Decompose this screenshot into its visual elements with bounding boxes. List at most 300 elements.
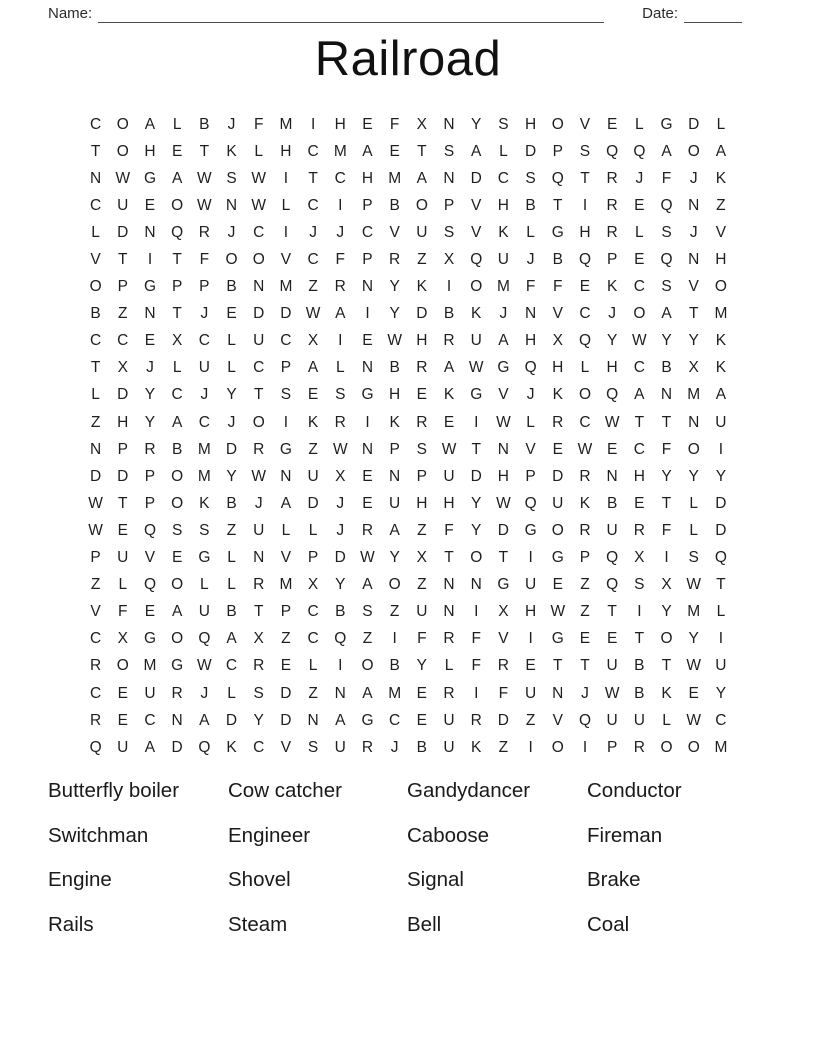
- grid-cell: T: [471, 440, 481, 458]
- grid-cell: U: [253, 521, 265, 539]
- grid-cell: U: [715, 413, 727, 431]
- grid-cell: C: [198, 332, 210, 350]
- grid-cell: Y: [389, 549, 400, 567]
- grid-cell: R: [253, 657, 265, 675]
- grid-cell: I: [392, 630, 397, 648]
- grid-cell: M: [714, 738, 728, 756]
- grid-cell: E: [688, 684, 699, 702]
- grid-cell: P: [307, 549, 319, 567]
- grid-cell: X: [634, 549, 645, 567]
- grid-cell: N: [552, 684, 564, 702]
- grid-cell: X: [335, 467, 346, 485]
- grid-cell: E: [389, 142, 400, 160]
- grid-cell: O: [660, 738, 673, 756]
- grid-cell: T: [661, 494, 672, 512]
- grid-cell: H: [117, 413, 129, 431]
- grid-cell: C: [633, 359, 645, 377]
- grid-cell: U: [552, 494, 564, 512]
- grid-cell: N: [144, 223, 156, 241]
- grid-cell: X: [307, 332, 319, 350]
- grid-cell: X: [117, 359, 128, 377]
- grid-cell: I: [664, 549, 669, 567]
- word-list-item: Conductor: [587, 779, 682, 802]
- grid-cell: M: [496, 278, 510, 296]
- grid-cell: Q: [171, 223, 184, 241]
- grid-cell: O: [551, 521, 564, 539]
- grid-cell: O: [116, 142, 129, 160]
- grid-cell: I: [582, 196, 588, 214]
- grid-cell: E: [362, 494, 373, 512]
- grid-cell: U: [443, 711, 455, 729]
- grid-cell: O: [470, 278, 483, 296]
- grid-cell: O: [116, 115, 129, 133]
- grid-cell: I: [718, 630, 724, 648]
- grid-cell: O: [225, 251, 238, 269]
- grid-cell: Z: [90, 576, 101, 594]
- grid-cell: E: [362, 467, 373, 485]
- grid-cell: P: [362, 251, 373, 269]
- grid-cell: I: [718, 440, 724, 458]
- grid-cell: Q: [578, 711, 591, 729]
- grid-cell: W: [251, 196, 267, 214]
- grid-cell: E: [552, 440, 563, 458]
- grid-cell: G: [198, 549, 211, 567]
- grid-cell: D: [688, 115, 700, 133]
- grid-cell: Z: [308, 684, 318, 702]
- grid-cell: Y: [471, 494, 482, 512]
- grid-cell: O: [388, 576, 401, 594]
- grid-cell: U: [606, 521, 618, 539]
- grid-cell: D: [117, 223, 129, 241]
- grid-cell: T: [118, 494, 128, 512]
- grid-cell: T: [607, 603, 617, 621]
- grid-cell: E: [606, 440, 618, 458]
- grid-cell: I: [582, 738, 588, 756]
- grid-cell: D: [552, 467, 564, 485]
- grid-cell: Y: [144, 413, 156, 431]
- page-title: Railroad: [314, 32, 502, 86]
- grid-cell: N: [443, 115, 455, 133]
- grid-cell: J: [200, 684, 209, 702]
- grid-cell: H: [280, 142, 292, 160]
- grid-cell: A: [280, 494, 292, 512]
- grid-cell: K: [661, 684, 672, 702]
- grid-cell: T: [716, 576, 726, 594]
- grid-cell: R: [89, 711, 102, 729]
- grid-cell: T: [118, 251, 128, 269]
- grid-cell: J: [581, 684, 589, 702]
- grid-cell: G: [551, 223, 564, 241]
- word-list-item: Rails: [48, 913, 94, 937]
- word-list-item: Bell: [407, 913, 442, 937]
- grid-cell: D: [89, 467, 102, 485]
- grid-cell: W: [496, 494, 511, 512]
- grid-cell: R: [144, 440, 156, 458]
- grid-cell: D: [334, 549, 346, 567]
- grid-cell: L: [444, 657, 454, 675]
- grid-cell: T: [253, 603, 264, 621]
- grid-cell: Q: [578, 332, 591, 350]
- grid-cell: A: [362, 142, 373, 160]
- grid-cell: F: [471, 630, 481, 648]
- grid-cell: K: [715, 359, 727, 377]
- grid-cell: C: [389, 711, 401, 729]
- grid-cell: R: [470, 711, 482, 729]
- grid-cell: B: [389, 196, 400, 214]
- grid-cell: L: [635, 115, 644, 133]
- grid-cell: E: [171, 142, 183, 160]
- grid-cell: L: [499, 142, 508, 160]
- word-list-item: Butterfly boiler: [48, 779, 180, 802]
- grid-cell: O: [171, 494, 184, 512]
- grid-cell: W: [197, 196, 212, 214]
- grid-cell: U: [307, 467, 319, 485]
- grid-cell: Z: [580, 576, 590, 594]
- grid-cell: B: [389, 657, 400, 675]
- grid-cell: T: [661, 657, 672, 675]
- grid-cell: L: [227, 684, 236, 702]
- grid-cell: E: [171, 549, 183, 567]
- grid-cell: N: [660, 386, 673, 404]
- grid-cell: U: [416, 603, 428, 621]
- grid-cell: G: [279, 440, 292, 458]
- grid-cell: I: [637, 603, 642, 621]
- grid-cell: S: [307, 738, 319, 756]
- grid-cell: B: [416, 738, 428, 756]
- word-list-item: Signal: [407, 868, 464, 892]
- grid-cell: H: [552, 359, 564, 377]
- grid-cell: C: [280, 332, 292, 350]
- grid-cell: S: [661, 223, 672, 241]
- grid-cell: R: [633, 521, 645, 539]
- word-list-item: Cow catcher: [228, 779, 342, 802]
- grid-cell: Y: [688, 630, 699, 648]
- grid-cell: T: [553, 657, 563, 675]
- grid-cell: Y: [389, 305, 400, 323]
- grid-cell: R: [89, 657, 102, 675]
- grid-cell: Z: [498, 738, 509, 756]
- grid-cell: I: [338, 657, 343, 675]
- grid-cell: L: [662, 711, 671, 729]
- grid-cell: V: [471, 223, 482, 241]
- grid-cell: W: [197, 657, 212, 675]
- grid-cell: U: [443, 738, 455, 756]
- grid-cell: L: [308, 657, 318, 675]
- grid-cell: L: [172, 115, 182, 133]
- grid-cell: W: [496, 413, 511, 431]
- grid-cell: Z: [281, 630, 291, 648]
- grid-cell: H: [144, 142, 156, 160]
- grid-cell: K: [471, 738, 482, 756]
- grid-cell: L: [281, 196, 291, 214]
- grid-cell: S: [688, 549, 699, 567]
- grid-cell: Q: [578, 251, 591, 269]
- grid-cell: R: [443, 332, 455, 350]
- grid-cell: E: [362, 332, 373, 350]
- grid-cell: W: [88, 494, 103, 512]
- grid-cell: J: [200, 386, 209, 404]
- grid-cell: R: [361, 521, 374, 539]
- grid-cell: Q: [606, 142, 619, 160]
- grid-cell: G: [361, 386, 374, 404]
- grid-cell: R: [416, 413, 428, 431]
- grid-cell: C: [144, 711, 156, 729]
- grid-cell: Y: [688, 332, 699, 350]
- grid-cell: E: [362, 115, 373, 133]
- grid-cell: A: [362, 684, 373, 702]
- grid-cell: L: [91, 386, 100, 404]
- grid-cell: U: [524, 576, 537, 594]
- grid-cell: R: [198, 223, 210, 241]
- grid-cell: A: [144, 738, 156, 756]
- grid-cell: I: [474, 684, 479, 702]
- grid-cell: M: [197, 467, 211, 485]
- grid-cell: G: [143, 630, 156, 648]
- grid-cell: S: [498, 115, 509, 133]
- grid-cell: Q: [714, 549, 727, 567]
- grid-cell: E: [416, 684, 428, 702]
- grid-cell: W: [604, 684, 620, 702]
- grid-cell: K: [307, 413, 319, 431]
- grid-cell: H: [334, 115, 346, 133]
- grid-cell: J: [227, 413, 236, 431]
- grid-cell: H: [524, 115, 537, 133]
- grid-cell: Q: [143, 576, 156, 594]
- grid-cell: U: [497, 251, 509, 269]
- grid-cell: D: [470, 169, 482, 187]
- grid-cell: L: [716, 115, 726, 133]
- grid-cell: W: [360, 549, 375, 567]
- grid-cell: K: [389, 413, 400, 431]
- grid-cell: A: [634, 386, 645, 404]
- grid-cell: K: [498, 223, 509, 241]
- grid-cell: B: [443, 305, 455, 323]
- grid-cell: B: [389, 359, 400, 377]
- grid-cell: V: [579, 115, 591, 133]
- grid-cell: I: [283, 169, 289, 187]
- grid-cell: Q: [551, 169, 564, 187]
- grid-cell: Y: [253, 711, 264, 729]
- grid-cell: R: [497, 657, 509, 675]
- grid-cell: D: [497, 521, 509, 539]
- grid-cell: N: [688, 196, 700, 214]
- grid-cell: A: [471, 142, 482, 160]
- grid-cell: T: [172, 251, 182, 269]
- grid-cell: R: [443, 630, 455, 648]
- grid-cell: X: [416, 549, 428, 567]
- grid-cell: R: [633, 738, 645, 756]
- grid-cell: F: [389, 115, 400, 133]
- grid-cell: Z: [362, 630, 373, 648]
- grid-cell: H: [416, 332, 428, 350]
- grid-cell: A: [171, 169, 183, 187]
- grid-cell: L: [635, 223, 644, 241]
- grid-cell: E: [579, 630, 591, 648]
- grid-cell: C: [307, 630, 319, 648]
- word-list-item: Brake: [587, 868, 641, 892]
- grid-cell: P: [117, 278, 128, 296]
- grid-cell: Z: [118, 305, 128, 323]
- grid-cell: D: [497, 711, 509, 729]
- date-blank-line: [684, 7, 742, 23]
- grid-cell: T: [444, 549, 454, 567]
- grid-cell: T: [172, 305, 182, 323]
- grid-cell: S: [171, 521, 183, 539]
- grid-cell: D: [171, 738, 183, 756]
- grid-cell: A: [144, 115, 156, 133]
- word-list-item: Engine: [48, 868, 112, 892]
- grid-cell: S: [661, 278, 672, 296]
- grid-cell: F: [199, 251, 210, 269]
- grid-cell: V: [389, 223, 400, 241]
- grid-cell: I: [365, 305, 370, 323]
- grid-cell: R: [579, 467, 591, 485]
- grid-cell: X: [171, 332, 183, 350]
- grid-cell: G: [171, 657, 184, 675]
- grid-cell: Z: [308, 278, 318, 296]
- grid-cell: Q: [334, 630, 347, 648]
- grid-cell: Y: [688, 467, 699, 485]
- grid-cell: A: [443, 359, 455, 377]
- grid-cell: Y: [471, 521, 482, 539]
- grid-cell: E: [634, 196, 645, 214]
- grid-cell: Q: [660, 251, 673, 269]
- grid-cell: W: [686, 711, 702, 729]
- grid-cell: X: [661, 576, 672, 594]
- grid-cell: B: [606, 494, 618, 512]
- grid-cell: G: [524, 521, 537, 539]
- grid-cell: N: [470, 576, 482, 594]
- grid-cell: Y: [715, 467, 727, 485]
- grid-cell: A: [171, 603, 183, 621]
- grid-cell: X: [498, 603, 509, 621]
- grid-cell: A: [661, 142, 672, 160]
- grid-cell: H: [497, 467, 509, 485]
- grid-cell: E: [443, 413, 455, 431]
- grid-cell: E: [117, 521, 128, 539]
- grid-cell: B: [226, 603, 237, 621]
- grid-cell: U: [416, 223, 428, 241]
- grid-cell: C: [361, 223, 374, 241]
- grid-cell: R: [606, 196, 618, 214]
- grid-cell: A: [362, 576, 373, 594]
- grid-cell: Z: [716, 196, 726, 214]
- grid-cell: N: [606, 467, 618, 485]
- grid-cell: W: [115, 169, 131, 187]
- grid-cell: F: [417, 630, 427, 648]
- grid-cell: C: [307, 251, 319, 269]
- grid-cell: H: [715, 251, 727, 269]
- grid-cell: R: [606, 223, 618, 241]
- grid-cell: K: [471, 305, 482, 323]
- grid-cell: J: [689, 223, 698, 241]
- grid-cell: B: [634, 657, 645, 675]
- grid-cell: N: [144, 305, 156, 323]
- grid-cell: C: [715, 711, 727, 729]
- grid-cell: W: [387, 332, 402, 350]
- grid-cell: Z: [226, 521, 237, 539]
- grid-cell: P: [443, 196, 455, 214]
- grid-cell: T: [634, 413, 645, 431]
- grid-cell: T: [580, 169, 590, 187]
- grid-cell: F: [444, 521, 454, 539]
- grid-cell: N: [89, 169, 102, 187]
- grid-cell: N: [524, 305, 537, 323]
- grid-cell: N: [688, 413, 700, 431]
- grid-cell: G: [551, 549, 564, 567]
- grid-cell: H: [524, 603, 537, 621]
- grid-cell: V: [552, 305, 563, 323]
- grid-cell: L: [335, 359, 345, 377]
- grid-cell: N: [253, 549, 265, 567]
- grid-cell: H: [361, 169, 374, 187]
- grid-cell: C: [633, 278, 645, 296]
- grid-cell: T: [498, 549, 509, 567]
- grid-cell: R: [334, 278, 346, 296]
- grid-cell: J: [227, 115, 236, 133]
- grid-cell: K: [199, 494, 210, 512]
- grid-cell: O: [89, 278, 102, 296]
- grid-cell: O: [633, 305, 646, 323]
- grid-cell: U: [253, 332, 265, 350]
- grid-cell: N: [688, 251, 700, 269]
- grid-cell: O: [714, 278, 727, 296]
- grid-cell: O: [551, 738, 564, 756]
- grid-cell: E: [117, 684, 128, 702]
- grid-cell: B: [226, 278, 237, 296]
- grid-cell: R: [253, 440, 265, 458]
- word-list-item: Switchman: [48, 823, 149, 847]
- grid-cell: V: [280, 738, 292, 756]
- grid-cell: U: [198, 603, 210, 621]
- grid-cell: S: [362, 603, 373, 621]
- grid-cell: F: [118, 603, 128, 621]
- grid-cell: D: [225, 440, 238, 458]
- grid-cell: R: [253, 576, 265, 594]
- grid-cell: Q: [633, 142, 646, 160]
- grid-cell: I: [310, 115, 316, 133]
- grid-cell: L: [526, 223, 535, 241]
- grid-cell: N: [334, 684, 346, 702]
- grid-cell: K: [715, 332, 727, 350]
- grid-cell: N: [361, 359, 374, 377]
- grid-cell: A: [335, 305, 346, 323]
- grid-cell: L: [227, 576, 236, 594]
- grid-cell: Y: [606, 332, 618, 350]
- grid-cell: O: [687, 738, 700, 756]
- grid-cell: E: [416, 386, 428, 404]
- grid-cell: S: [335, 386, 346, 404]
- grid-cell: L: [200, 576, 209, 594]
- grid-cell: U: [606, 711, 618, 729]
- grid-cell: Q: [660, 196, 673, 214]
- grid-cell: E: [634, 494, 645, 512]
- grid-cell: V: [715, 223, 727, 241]
- grid-cell: E: [117, 711, 128, 729]
- word-list-item: Coal: [587, 913, 630, 937]
- grid-cell: D: [253, 305, 265, 323]
- grid-cell: V: [525, 440, 536, 458]
- name-blank-line: [98, 7, 604, 23]
- grid-cell: T: [580, 657, 590, 675]
- grid-cell: P: [144, 494, 156, 512]
- grid-cell: B: [525, 196, 536, 214]
- grid-cell: L: [227, 549, 236, 567]
- grid-cell: B: [552, 251, 563, 269]
- grid-cell: W: [632, 332, 647, 350]
- grid-cell: C: [579, 413, 591, 431]
- grid-cell: V: [90, 603, 101, 621]
